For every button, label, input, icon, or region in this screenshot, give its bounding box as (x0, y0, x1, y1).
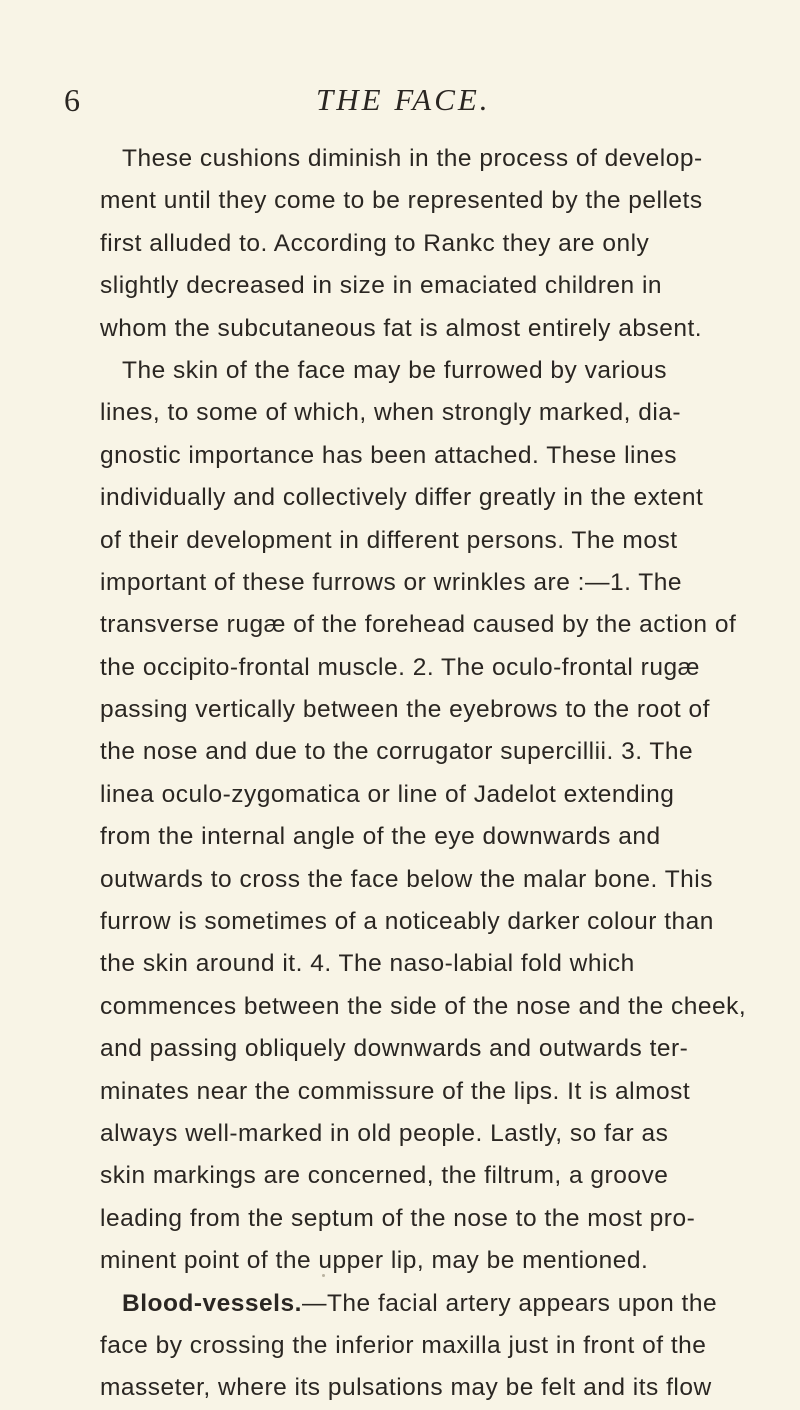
text-line: important of these furrows or wrinkles are :—1. The (100, 568, 682, 596)
text-line: linea oculo-zygomatica or line of Jadelot extending (100, 780, 675, 808)
text-line: outwards to cross the face below the malar bone. This (100, 865, 713, 893)
text-line: first alluded to. According to Rankc they are only (100, 229, 650, 257)
text-line: lines, to some of which, when strongly marked, dia- (100, 399, 682, 427)
paper-speck (322, 1274, 325, 1277)
text-line: the nose and due to the corrugator supercillii. 3. The (100, 738, 694, 766)
text-line: minent point of the upper lip, may be mentioned. (100, 1247, 649, 1275)
text-line: individually and collectively differ greatly in the extent (100, 484, 704, 512)
text-line: minates near the commissure of the lips. It is almost (100, 1077, 691, 1105)
text-line: masseter, where its pulsations may be felt and its flow (100, 1374, 712, 1402)
body-text (100, 138, 790, 1410)
text-line: ment until they come to be represented by the pellets (100, 187, 703, 215)
text-line: passing vertically between the eyebrows to the root of (100, 696, 710, 724)
text-line: commences between the side of the nose and the cheek, (100, 992, 747, 1020)
text-line: skin markings are concerned, the filtrum, a groove (100, 1162, 669, 1190)
page-header (0, 80, 800, 120)
blood-vessels-paragraph-start (100, 1283, 790, 1325)
text-line: always well-marked in old people. Lastly, so far as (100, 1119, 669, 1147)
section-heading-blood-vessels: Blood-vessels. (122, 1289, 302, 1317)
text-line: furrow is sometimes of a noticeably darker colour than (100, 908, 714, 936)
text-line: the occipito-frontal muscle. 2. The oculo-frontal rugæ (100, 653, 700, 681)
text-line: slightly decreased in size in emaciated children in (100, 272, 663, 300)
text-line: face by crossing the inferior maxilla just in front of the (100, 1331, 707, 1359)
page-number: 6 (64, 82, 80, 118)
text-line: gnostic importance has been attached. These lines (100, 441, 678, 469)
text-run: —The facial artery appears upon the (301, 1289, 718, 1317)
text-line: whom the subcutaneous fat is almost entirely absent. (100, 314, 703, 342)
running-title: THE FACE. (316, 82, 491, 117)
text-line: the skin around it. 4. The naso-labial fold which (100, 950, 635, 978)
text-line: leading from the septum of the nose to the most pro- (100, 1204, 696, 1232)
text-line: and passing obliquely downwards and outwards ter- (100, 1035, 689, 1063)
text-line: transverse rugæ of the forehead caused by the action of (100, 611, 737, 639)
text-line: These cushions diminish in the process of develop- (122, 145, 703, 172)
text-line: of their development in different persons. The most (100, 526, 678, 554)
text-line: The skin of the face may be furrowed by various (122, 356, 668, 384)
text-line: from the internal angle of the eye downwards and (100, 823, 661, 851)
